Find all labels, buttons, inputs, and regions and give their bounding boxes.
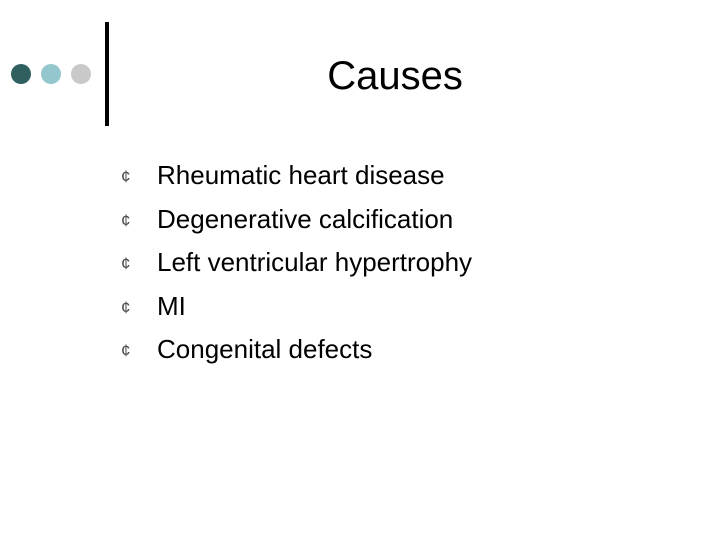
bullet-icon: ¢ <box>121 341 131 360</box>
decorative-dots <box>11 64 95 84</box>
bullet-text: Rheumatic heart disease <box>157 160 445 190</box>
bullet-text: MI <box>157 290 186 321</box>
vertical-divider <box>105 22 109 126</box>
bullet-text: Degenerative calcification <box>157 203 454 234</box>
gray-dot <box>71 64 91 84</box>
dark-teal-dot <box>11 64 31 84</box>
bullet-text: Left ventricular hypertrophy <box>157 247 473 277</box>
bullet-text: Congenital defects <box>157 334 373 364</box>
bullet-icon: ¢ <box>121 167 131 186</box>
slide-title: Causes <box>327 54 463 98</box>
bullet-icon: ¢ <box>121 210 131 230</box>
light-teal-dot <box>41 64 61 84</box>
bullet-icon: ¢ <box>121 254 131 273</box>
bullet-icon: ¢ <box>121 297 131 317</box>
